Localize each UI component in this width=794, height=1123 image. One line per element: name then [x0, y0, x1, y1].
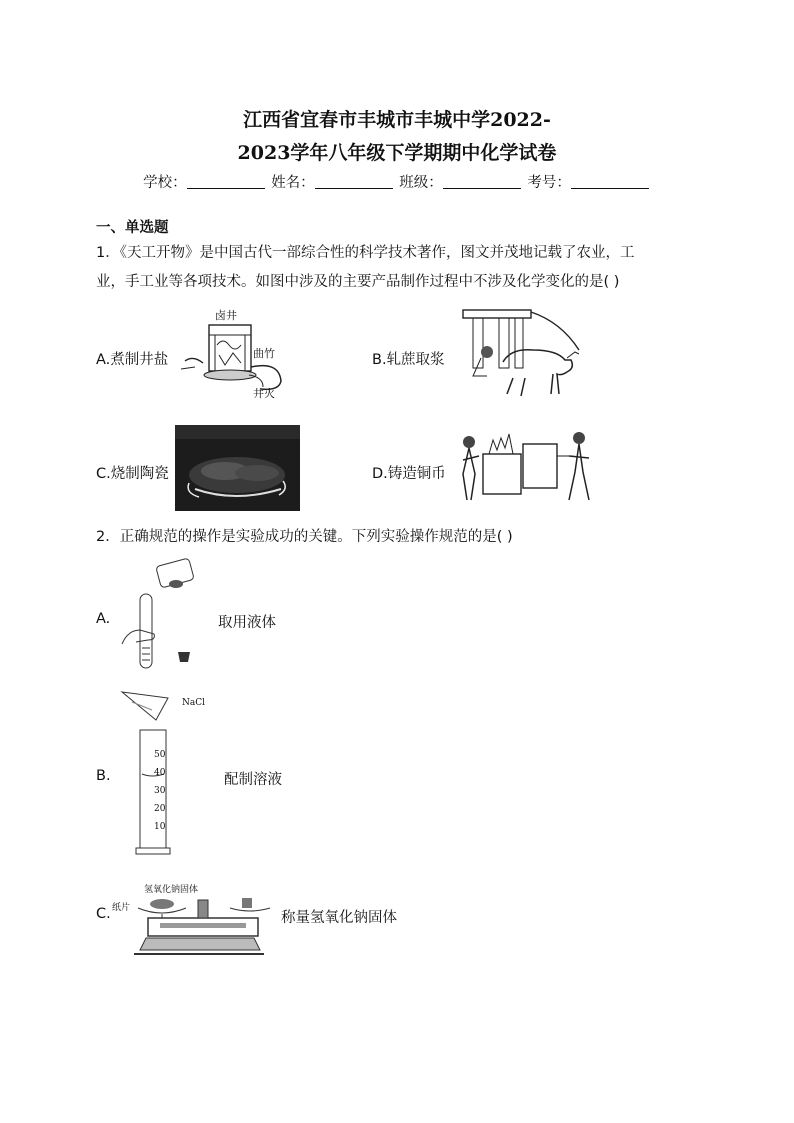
- salt-well-image: [175, 305, 295, 405]
- q2-option-a-letter: A.: [96, 611, 111, 627]
- liquid-pouring-image: [118, 552, 208, 677]
- caption-bamboo-pipe: 曲竹: [253, 347, 275, 360]
- sodium-hydroxide-caption: 氢氧化钠固体: [144, 885, 199, 895]
- exam-number-blank: [571, 174, 649, 189]
- q1-option-a-label: A.煮制井盐: [96, 352, 169, 368]
- name-label: 姓名：: [271, 175, 315, 191]
- scale-20: 20: [154, 804, 166, 814]
- class-label: 班级：: [399, 175, 443, 191]
- q2-option-a-text: 取用液体: [218, 615, 276, 631]
- q2-option-c-letter: C.: [96, 906, 111, 922]
- sugarcane-press-image: [455, 300, 590, 410]
- q2-option-c-text: 称量氢氧化钠固体: [281, 910, 397, 926]
- q1-option-b-label: B.轧蔗取浆: [372, 352, 445, 368]
- class-blank: [443, 174, 521, 189]
- kiln-photo: [175, 425, 300, 511]
- scale-30: 30: [154, 786, 166, 796]
- coin-casting-image: [455, 428, 600, 508]
- q1-option-c-label: C.烧制陶瓷: [96, 466, 169, 482]
- q1-stem-line1: 1．《天工开物》是中国古代一部综合性的科学技术著作，图文并茂地记载了农业，工: [96, 245, 635, 261]
- q2-option-b-letter: B.: [96, 768, 111, 784]
- school-blank: [187, 174, 265, 189]
- q2-option-b-text: 配制溶液: [224, 772, 282, 788]
- section-title: 一、单选题: [96, 220, 169, 236]
- paper-title-line1: 江西省宜春市丰城市丰城中学2022-: [243, 109, 551, 131]
- scale-50: 50: [154, 750, 166, 760]
- caption-brine-well: 卤井: [215, 309, 237, 322]
- paper-title-line2: 2023学年八年级下学期期中化学试卷: [237, 142, 557, 164]
- balance-image: [110, 870, 275, 960]
- solution-prep-image: [118, 688, 218, 858]
- exam-number-label: 考号：: [527, 175, 571, 191]
- q2-stem: 2．正确规范的操作是实验成功的关键。下列实验操作规范的是( ): [96, 529, 513, 545]
- paper-sheet-caption: 纸片: [112, 903, 131, 913]
- nacl-label: NaCl: [182, 698, 206, 708]
- school-label: 学校：: [143, 175, 187, 191]
- student-info-row: [0, 171, 794, 192]
- q1-option-d-label: D.铸造铜币: [372, 466, 446, 482]
- q1-stem-line2: 业，手工业等各项技术。如图中涉及的主要产品制作过程中不涉及化学变化的是( ): [96, 274, 620, 290]
- scale-10: 10: [154, 822, 166, 832]
- name-blank: [315, 174, 393, 189]
- scale-40: 40: [154, 768, 166, 778]
- caption-gas-fire: 井火: [253, 387, 275, 400]
